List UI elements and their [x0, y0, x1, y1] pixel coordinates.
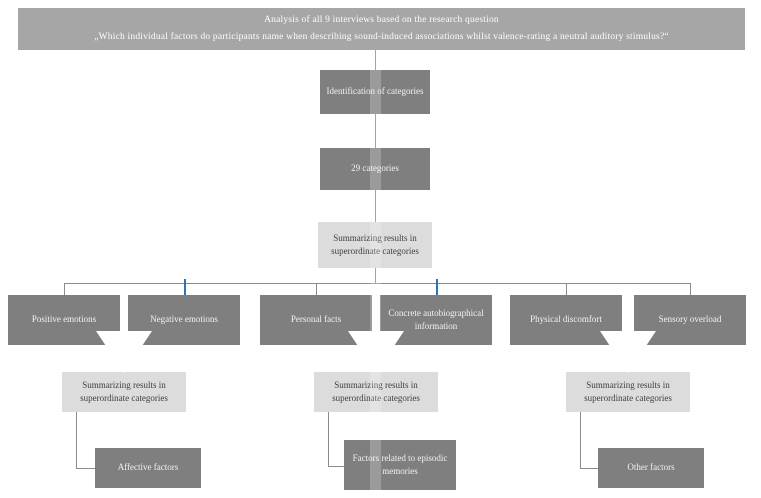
merge-arrow-icon	[348, 331, 404, 373]
node-concrete-autobiographical-information: Concrete autobiographical information	[380, 295, 492, 345]
connector-summarize-to-branches	[375, 268, 376, 283]
node-personal-facts: Personal facts	[260, 295, 372, 345]
drop-sensory-overload	[690, 283, 691, 295]
elbow-other-vertical	[580, 412, 581, 468]
node-physical-discomfort: Physical discomfort	[510, 295, 622, 345]
merge-arrow-icon	[600, 331, 656, 373]
node-factors-episodic-memories: Factors related to episodic memories	[344, 440, 456, 490]
drop-autobiographical-accent	[436, 279, 438, 295]
banner-line1: Analysis of all 9 interviews based on the research question	[264, 14, 499, 25]
connector-identification-to-count	[375, 114, 376, 148]
elbow-other-horizontal	[580, 468, 599, 469]
connector-banner-to-identification	[375, 50, 376, 70]
elbow-episodic-horizontal	[328, 466, 345, 467]
connector-count-to-summarize	[375, 190, 376, 222]
elbow-affective-horizontal	[76, 468, 95, 469]
node-summary-episodic: Summarizing results in superordinate categories	[314, 372, 438, 412]
drop-personal-facts	[316, 283, 317, 295]
elbow-affective-vertical	[76, 412, 77, 468]
branch-rail	[64, 283, 690, 284]
drop-positive-emotions	[64, 283, 65, 295]
research-question-banner	[18, 8, 745, 50]
node-summary-affective: Summarizing results in superordinate categories	[62, 372, 186, 412]
drop-physical-discomfort	[566, 283, 567, 295]
node-other-factors: Other factors	[598, 448, 704, 488]
node-negative-emotions: Negative emotions	[128, 295, 240, 345]
node-sensory-overload: Sensory overload	[634, 295, 746, 345]
drop-negative-emotions-accent	[184, 279, 186, 295]
banner-line2: „Which individual factors do participants name when describing sound-induced associations whilst valence-rating a neutral auditory stimulus?“	[94, 32, 669, 42]
node-positive-emotions: Positive emotions	[8, 295, 120, 345]
merge-arrow-icon	[96, 331, 152, 373]
elbow-episodic-vertical	[328, 412, 329, 466]
node-summary-other: Summarizing results in superordinate categories	[566, 372, 690, 412]
node-identification-of-categories: Identification of categories	[320, 70, 430, 114]
node-affective-factors: Affective factors	[95, 448, 201, 488]
node-29-categories: 29 categories	[320, 148, 430, 190]
node-summarizing-results: Summarizing results in superordinate categories	[318, 222, 432, 268]
